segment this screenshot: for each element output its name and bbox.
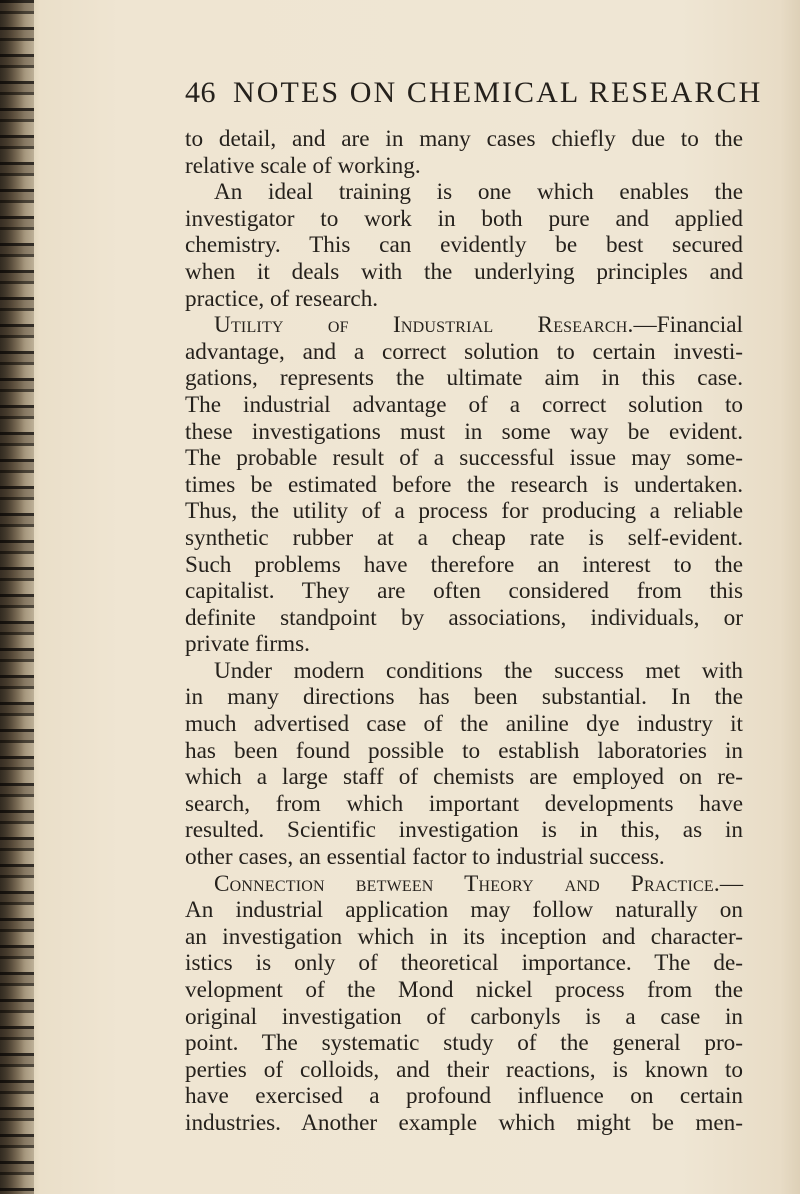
text-line: an investigation which in its inception and character-	[185, 923, 743, 950]
text-line: Thus, the utility of a process for producing a reliable	[185, 498, 743, 525]
text-line: istics is only of theoretical importance. The de-	[185, 950, 743, 977]
text-line: resulted. Scientific investigation is in this, as in	[185, 817, 743, 844]
text-line: capitalist. They are often considered from this	[185, 578, 743, 605]
text-line: times be estimated before the research is undertaken.	[185, 471, 743, 498]
section-heading-connection: Connection between Theory and Practice.	[214, 870, 720, 897]
text-run: —	[719, 870, 743, 897]
text-run: —Financial	[633, 312, 743, 339]
page-number: 46	[185, 76, 216, 109]
text-line: chemistry. This can evidently be best secured	[185, 232, 743, 259]
running-head: NOTES ON CHEMICAL RESEARCH	[233, 76, 763, 109]
page-header	[0, 72, 800, 114]
text-line: perties of colloids, and their reactions, is known to	[185, 1056, 743, 1083]
text-line: to detail, and are in many cases chiefly due to the	[185, 126, 743, 152]
text-line: have exercised a profound influence on certain	[185, 1083, 743, 1110]
text-line: industries. Another example which might be men-	[185, 1109, 743, 1136]
text-line: An industrial application may follow naturally on	[185, 897, 743, 924]
text-line: has been found possible to establish laboratories in	[185, 737, 743, 764]
text-line: these investigations must in some way be evident.	[185, 418, 743, 445]
section-heading-utility: Utility of Industrial Research.	[214, 312, 634, 339]
page-binding-edge	[0, 0, 34, 1194]
text-line: An ideal training is one which enables the	[214, 179, 743, 206]
text-line: which a large staff of chemists are employed on re-	[185, 764, 743, 791]
text-line: private firms.	[185, 631, 310, 658]
text-line: Under modern conditions the success met with	[214, 657, 743, 684]
text-line: relative scale of working.	[185, 152, 421, 179]
text-line: Such problems have therefore an interest to the	[185, 551, 743, 578]
text-line: in many directions has been substantial. In the	[185, 684, 743, 711]
text-line: advantage, and a correct solution to certain investi-	[185, 338, 743, 365]
text-line: The industrial advantage of a correct solution to	[185, 391, 743, 418]
text-line: point. The systematic study of the general pro-	[185, 1030, 743, 1057]
text-line: investigator to work in both pure and applied	[185, 205, 743, 232]
text-line: other cases, an essential factor to industrial success.	[185, 844, 665, 871]
text-line: original investigation of carbonyls is a case in	[185, 1003, 743, 1030]
text-line: definite standpoint by associations, individuals, or	[185, 604, 743, 631]
text-line: The probable result of a successful issue may some-	[185, 445, 743, 472]
text-line: when it deals with the underlying principles and	[185, 258, 743, 285]
text-line: practice, of research.	[185, 285, 379, 312]
text-line: much advertised case of the aniline dye industry it	[185, 711, 743, 738]
section-heading-line	[185, 312, 743, 339]
text-line: synthetic rubber at a cheap rate is self-evident.	[185, 524, 743, 551]
text-line: search, from which important developments have	[185, 790, 743, 817]
body-text	[185, 126, 743, 1137]
section-heading-line	[185, 871, 743, 898]
text-line: velopment of the Mond nickel process from the	[185, 977, 743, 1003]
text-line: gations, represents the ultimate aim in this case.	[185, 365, 743, 392]
